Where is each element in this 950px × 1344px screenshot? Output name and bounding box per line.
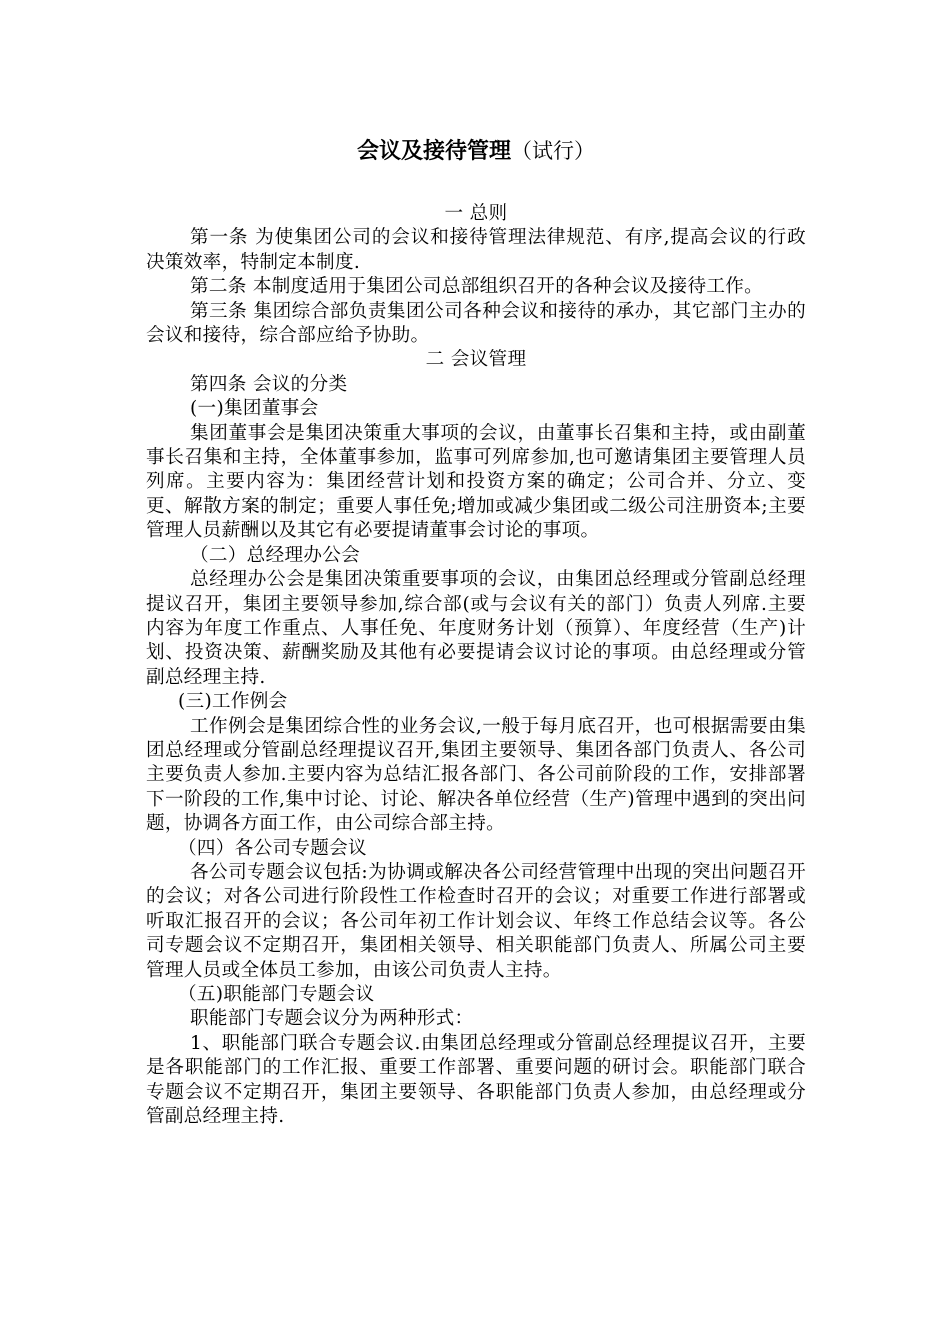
document-body <box>146 202 806 1129</box>
paragraph-article-1: 第一条 为使集团公司的会议和接待管理法律规范、有序,提高会议的行政决策效率，特制定本制度. <box>146 227 806 273</box>
title-suffix: （试行） <box>511 139 595 163</box>
paragraph-regular-work-meeting: 工作例会是集团综合性的业务会议,一般于每月底召开，也可根据需要由集团总经理或分管副总经理提议召开,集团主要领导、集团各部门负责人、各公司主要负责人参加.主要内容为总结汇报各部门、各公司前阶段的工作，安排部署下一阶段的工作,集中讨论、讨论、解决各单位经营（生产)管理中遇到的突出问题，协调各方面工作，由公司综合部主持。 <box>146 715 806 835</box>
section-heading-meeting-management: 二 会议管理 <box>425 349 527 371</box>
document-title <box>146 136 806 167</box>
subheading-department-special-meeting: （五)职能部门专题会议 <box>178 984 375 1005</box>
subheading-board-meeting: (一)集团董事会 <box>190 398 319 420</box>
paragraph-company-special-meeting: 各公司专题会议包括:为协调或解决各公司经营管理中出现的突出问题召开的会议；对各公司进行阶段性工作检查时召开的会议；对重要工作进行部署或听取汇报召开的会议；各公司年初工作计划会议、年终工作总结会议等。各公司专题会议不定期召开，集团相关领导、相关职能部门负责人、所属公司主要管理人员或全体员工参加，由该公司负责人主持。 <box>146 861 806 981</box>
paragraph-article-3: 第三条 集团综合部负责集团公司各种会议和接待的承办，其它部门主办的会议和接待，综合部应给予协助。 <box>146 300 806 347</box>
paragraph-article-2: 第二条 本制度适用于集团公司总部组织召开的各种会议及接待工作。 <box>190 276 764 298</box>
paragraph-article-4: 第四条 会议的分类 <box>190 373 348 395</box>
subheading-regular-work-meeting: (三)工作例会 <box>178 691 288 713</box>
subheading-general-manager-meeting: （二）总经理办公会 <box>190 544 361 566</box>
paragraph-board-meeting: 集团董事会是集团决策重大事项的会议，由董事长召集和主持，或由副董事长召集和主持，全体董事参加，监事可列席参加,也可邀请集团主要管理人员列席。主要内容为：集团经营计划和投资方案的确定；公司合并、分立、变更、解散方案的制定；重要人事任免;增加或减少集团或二级公司注册资本;主要管理人员薪酬以及其它有必要提请董事会讨论的事项。 <box>146 422 806 542</box>
title-main: 会议及接待管理 <box>356 138 511 164</box>
paragraph-joint-department-meeting: 1、职能部门联合专题会议.由集团总经理或分管副总经理提议召开，主要是各职能部门的工作汇报、重要工作部署、重要问题的研讨会。职能部门联合专题会议不定期召开，集团主要领导、各职能部门负责人参加，由总经理或分管副总经理主持. <box>146 1032 806 1128</box>
paragraph-department-meeting-forms: 职能部门专题会议分为两种形式： <box>190 1008 474 1030</box>
paragraph-general-manager-meeting: 总经理办公会是集团决策重要事项的会议，由集团总经理或分管副总经理提议召开，集团主要领导参加,综合部(或与会议有关的部门）负责人列席.主要内容为年度工作重点、人事任免、年度财务计划（预算）、年度经营（生产)计划、投资决策、薪酬奖励及其他有必要提请会议讨论的事项。由总经理或分管副总经理主持. <box>146 569 806 688</box>
subheading-company-special-meeting: （四）各公司专题会议 <box>178 837 367 859</box>
section-heading-general: 一 总则 <box>444 203 508 224</box>
